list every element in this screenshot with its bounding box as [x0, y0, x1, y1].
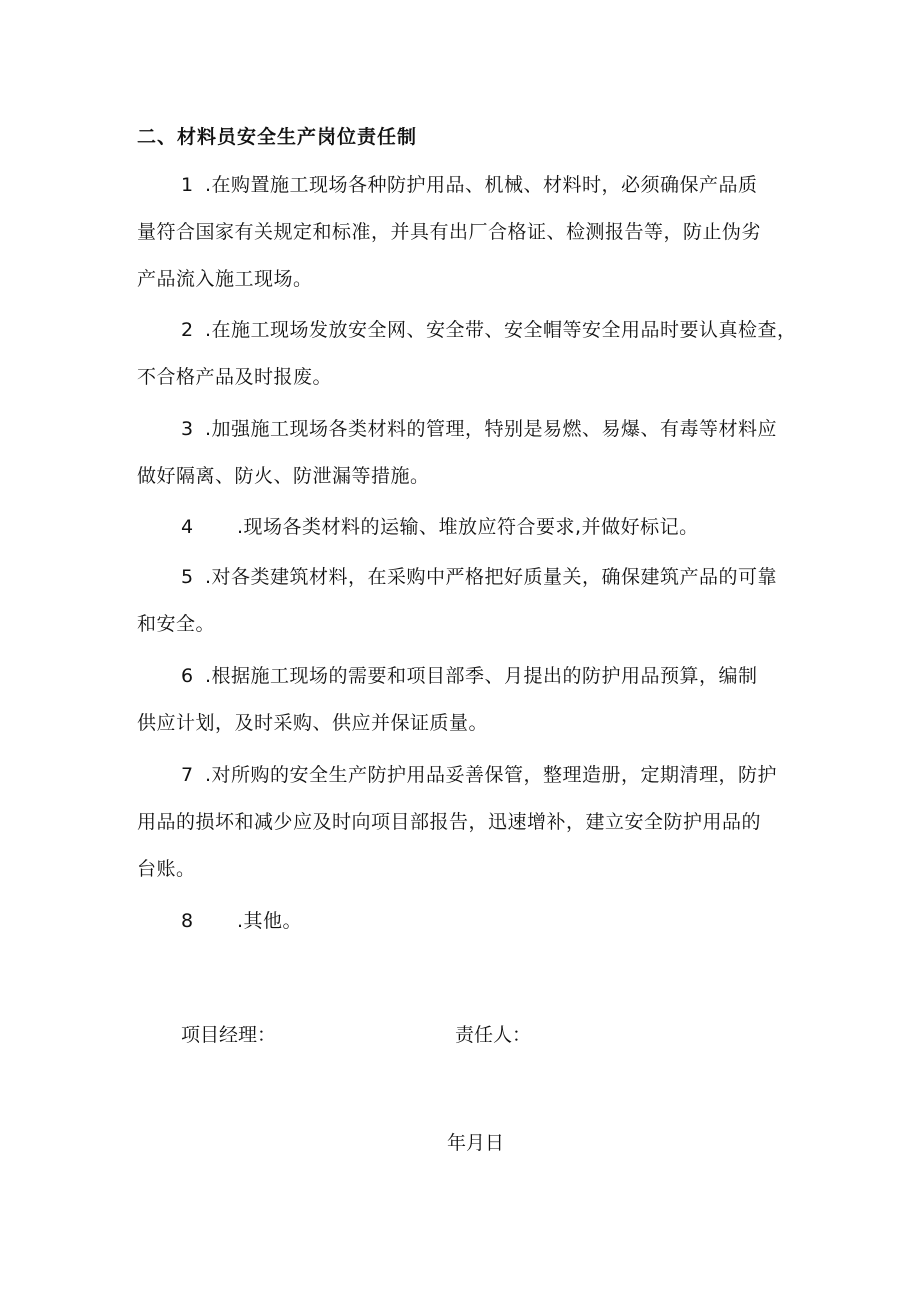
- list-item-line: [137, 406, 787, 453]
- list-item-2: [137, 307, 797, 401]
- list-item-line: [137, 162, 787, 209]
- list-item-line: 量符合国家有关规定和标准，并具有出厂合格证、检测报告等，防止伪劣: [137, 221, 762, 243]
- list-item-line: [137, 504, 787, 551]
- list-item-line: [137, 898, 787, 945]
- item-text: .根据施工现场的需要和项目部季、月提出的防护用品预算，编制: [205, 665, 758, 687]
- list-item-4: [137, 504, 787, 551]
- list-item-line: [137, 653, 787, 700]
- item-number: 8: [181, 910, 194, 932]
- item-text: .其他。: [237, 910, 303, 932]
- list-item-7: [137, 752, 787, 893]
- list-item-line: 供应计划，及时采购、供应并保证质量。: [137, 712, 489, 734]
- list-item-line: 不合格产品及时报废。: [137, 366, 333, 388]
- item-text: .现场各类材料的运输、堆放应符合要求,并做好标记。: [237, 516, 699, 538]
- item-text: .在购置施工现场各种防护用品、机械、材料时，必须确保产品质: [205, 174, 758, 196]
- item-text: .对所购的安全生产防护用品妥善保管，整理造册，定期清理，防护: [205, 764, 778, 786]
- item-number: 5: [181, 566, 194, 588]
- list-item-line: [137, 752, 787, 799]
- section-heading: 二、材料员安全生产岗位责任制: [137, 126, 418, 148]
- item-text: .在施工现场发放安全网、安全带、安全帽等安全用品时要认真检查，: [205, 319, 797, 341]
- list-item-line: 做好隔离、防火、防泄漏等措施。: [137, 465, 430, 487]
- list-item-line: [137, 307, 797, 354]
- list-item-3: [137, 406, 787, 500]
- item-text: .对各类建筑材料，在采购中严格把好质量关，确保建筑产品的可靠: [205, 566, 778, 588]
- list-item-line: 产品流入施工现场。: [137, 268, 313, 290]
- item-number: 4: [181, 516, 194, 538]
- list-item-5: [137, 554, 787, 648]
- list-item-line: 和安全。: [137, 613, 216, 635]
- item-text: .加强施工现场各类材料的管理，特别是易燃、易爆、有毒等材料应: [205, 418, 778, 440]
- date-label: 年月日: [447, 1132, 505, 1154]
- list-item-line: 用品的损坏和减少应及时向项目部报告，迅速增补，建立安全防护用品的: [137, 811, 762, 833]
- responsible-person-label: 责任人：: [455, 1024, 532, 1046]
- item-number: 1: [181, 174, 194, 196]
- item-number: 7: [181, 764, 194, 786]
- item-number: 6: [181, 665, 194, 687]
- list-item-8: [137, 898, 787, 945]
- item-number: 2: [181, 319, 194, 341]
- project-manager-label: 项目经理：: [181, 1024, 277, 1046]
- item-number: 3: [181, 418, 194, 440]
- list-item-line: 台账。: [137, 858, 196, 880]
- list-item-6: [137, 653, 787, 747]
- list-item-line: [137, 554, 787, 601]
- list-item-1: [137, 162, 787, 303]
